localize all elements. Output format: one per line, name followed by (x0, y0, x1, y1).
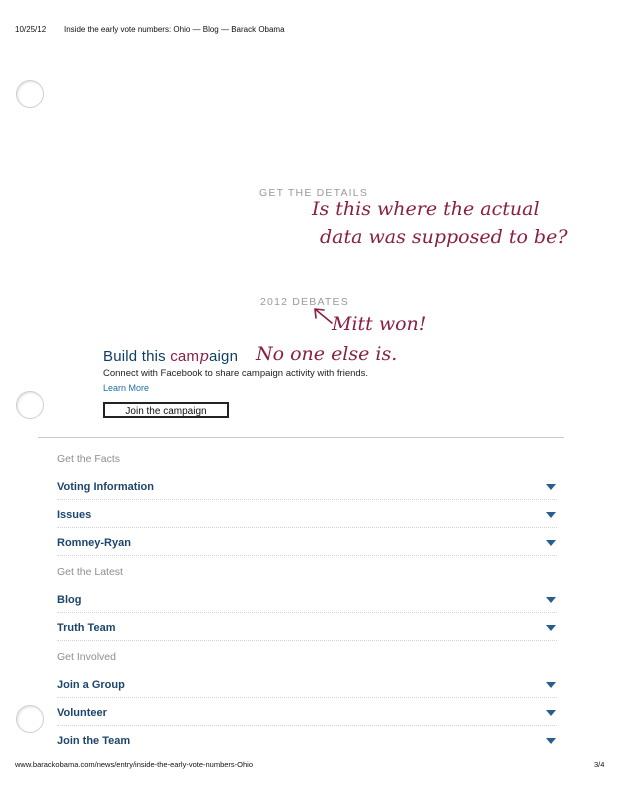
build-campaign-subtitle: Connect with Facebook to share campaign activity with friends. (103, 368, 369, 379)
nav-group-get-the-latest: Get the Latest (57, 566, 123, 578)
chevron-down-icon[interactable] (546, 682, 556, 688)
chevron-down-icon[interactable] (546, 738, 556, 744)
chevron-down-icon[interactable] (546, 484, 556, 490)
build-campaign-title-p: p (199, 347, 209, 365)
build-campaign-title-cam: cam (170, 348, 200, 365)
debates-heading: 2012 DEBATES (260, 296, 349, 308)
punch-hole-top (16, 80, 44, 108)
nav-group-get-the-facts: Get the Facts (57, 453, 121, 465)
chevron-down-icon[interactable] (546, 710, 556, 716)
nav-item-truth-team[interactable]: Truth Team (57, 622, 116, 634)
nav-separator (57, 555, 557, 556)
nav-separator (57, 612, 557, 613)
nav-separator (57, 697, 557, 698)
nav-separator (57, 527, 557, 528)
learn-more-link[interactable]: Learn More (103, 383, 150, 393)
chevron-down-icon[interactable] (546, 597, 556, 603)
nav-item-blog[interactable]: Blog (57, 594, 82, 606)
print-page-number: 3/4 (594, 760, 605, 769)
build-campaign-title-end: aign (208, 348, 239, 365)
nav-item-join-the-team[interactable]: Join the Team (57, 735, 131, 747)
get-details-heading: GET THE DETAILS (259, 187, 369, 199)
chevron-down-icon[interactable] (546, 540, 556, 546)
nav-item-issues[interactable]: Issues (57, 509, 92, 521)
chevron-down-icon[interactable] (546, 512, 556, 518)
annotation-details-line2: data was supposed to be? (320, 226, 568, 248)
annotation-debates: Mitt won! (332, 313, 427, 335)
punch-hole-middle (16, 391, 44, 419)
punch-hole-bottom (16, 705, 44, 733)
build-campaign-title (103, 347, 238, 365)
nav-item-volunteer[interactable]: Volunteer (57, 707, 107, 719)
annotation-campaign: No one else is. (256, 343, 398, 365)
chevron-down-icon[interactable] (546, 625, 556, 631)
print-page-title: Inside the early vote numbers: Ohio — Blog — Barack Obama (64, 25, 285, 34)
nav-item-join-a-group[interactable]: Join a Group (57, 679, 125, 691)
nav-item-voting-information[interactable]: Voting Information (57, 481, 154, 493)
print-date: 10/25/12 (15, 25, 47, 34)
divider (38, 437, 564, 438)
nav-separator (57, 499, 557, 500)
build-campaign-title-start: Build this (103, 348, 171, 365)
print-url: www.barackobama.com/news/entry/inside-the-early-vote-numbers-Ohio (15, 760, 254, 769)
nav-group-get-involved: Get Involved (57, 651, 116, 663)
nav-separator (57, 725, 557, 726)
join-campaign-button[interactable]: Join the campaign (103, 402, 229, 418)
nav-item-romney-ryan[interactable]: Romney-Ryan (57, 537, 131, 549)
annotation-details-line1: Is this where the actual (312, 198, 540, 220)
nav-separator (57, 640, 557, 641)
